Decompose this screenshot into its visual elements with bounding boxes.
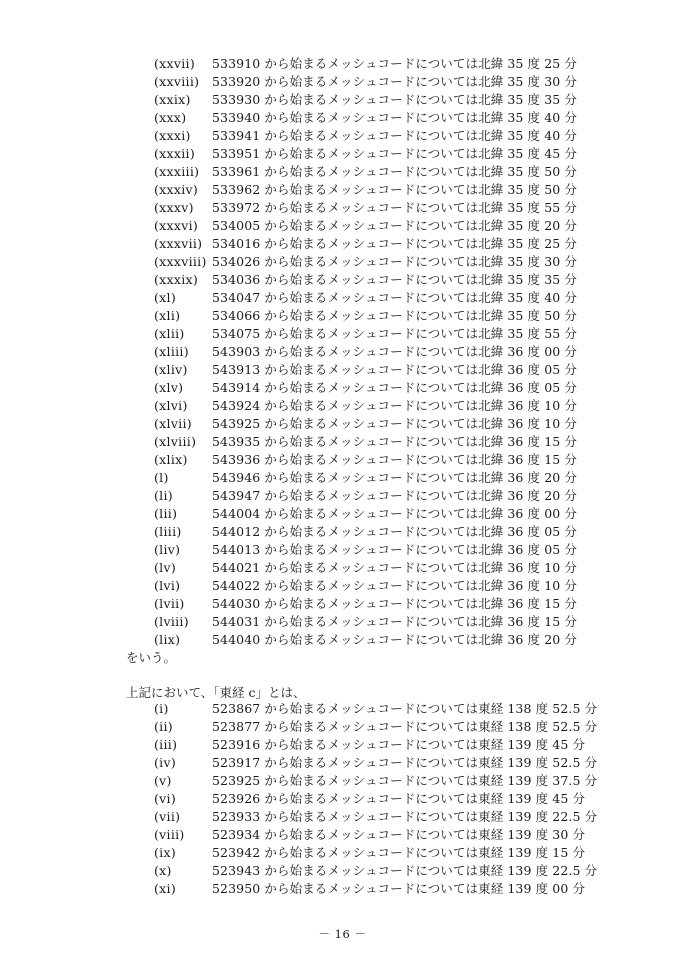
item-label: (xi) <box>154 881 177 896</box>
list-item <box>0 541 685 559</box>
item-label: (xxxiii) <box>154 164 200 179</box>
item-text: 523925 から始まるメッシュコードについては東経 139 度 37.5 分 <box>212 773 598 788</box>
list-item <box>0 700 685 718</box>
item-text: 533930 から始まるメッシュコードについては北緯 35 度 35 分 <box>212 92 577 107</box>
item-label: (xxxvii) <box>154 236 203 251</box>
list-item <box>0 145 685 163</box>
list-item <box>0 844 685 862</box>
item-text: 543936 から始まるメッシュコードについては北緯 36 度 15 分 <box>212 452 577 467</box>
item-label: (ix) <box>154 845 177 860</box>
list-item <box>0 880 685 898</box>
item-text: 544022 から始まるメッシュコードについては北緯 36 度 10 分 <box>212 578 577 593</box>
item-label: (i) <box>154 701 169 716</box>
item-label: (lix) <box>154 632 181 647</box>
list-item <box>0 415 685 433</box>
list-item <box>0 307 685 325</box>
intro-text: 上記において、「東経 c」とは、 <box>126 685 306 700</box>
item-text: 523916 から始まるメッシュコードについては東経 139 度 45 分 <box>212 737 586 752</box>
item-text: 523943 から始まるメッシュコードについては東経 139 度 22.5 分 <box>212 863 598 878</box>
item-label: (xl) <box>154 290 177 305</box>
list-item <box>0 718 685 736</box>
list-item <box>0 91 685 109</box>
item-text: 523877 から始まるメッシュコードについては東経 138 度 52.5 分 <box>212 719 598 734</box>
item-label: (xxxvi) <box>154 218 199 233</box>
item-label: (xxxix) <box>154 272 199 287</box>
item-text: 534075 から始まるメッシュコードについては北緯 35 度 55 分 <box>212 326 577 341</box>
item-label: (xxviii) <box>154 74 200 89</box>
list-item <box>0 199 685 217</box>
list-item <box>0 163 685 181</box>
item-label: (xliv) <box>154 362 188 377</box>
item-label: (xlvii) <box>154 416 192 431</box>
list-item <box>0 109 685 127</box>
item-label: (vii) <box>154 809 181 824</box>
item-label: (l) <box>154 470 169 485</box>
list-item <box>0 397 685 415</box>
list-item <box>0 736 685 754</box>
item-text: 543913 から始まるメッシュコードについては北緯 36 度 05 分 <box>212 362 577 377</box>
list-item <box>0 271 685 289</box>
item-text: 533941 から始まるメッシュコードについては北緯 35 度 40 分 <box>212 128 577 143</box>
item-text: 543946 から始まるメッシュコードについては北緯 36 度 20 分 <box>212 470 577 485</box>
item-label: (xlix) <box>154 452 188 467</box>
item-text: 544031 から始まるメッシュコードについては北緯 36 度 15 分 <box>212 614 577 629</box>
item-label: (xlviii) <box>154 434 197 449</box>
list-item <box>0 253 685 271</box>
item-text: 523867 から始まるメッシュコードについては東経 138 度 52.5 分 <box>212 701 598 716</box>
list-item <box>0 826 685 844</box>
list-item <box>0 289 685 307</box>
item-label: (iii) <box>154 737 178 752</box>
item-text: 543947 から始まるメッシュコードについては北緯 36 度 20 分 <box>212 488 577 503</box>
item-label: (vi) <box>154 791 177 806</box>
item-text: 543903 から始まるメッシュコードについては北緯 36 度 00 分 <box>212 344 577 359</box>
list-item <box>0 217 685 235</box>
item-label: (viii) <box>154 827 185 842</box>
item-text: 533920 から始まるメッシュコードについては北緯 35 度 30 分 <box>212 74 577 89</box>
item-label: (lii) <box>154 506 178 521</box>
item-label: (liv) <box>154 542 181 557</box>
item-label: (xli) <box>154 308 181 323</box>
item-text: 523942 から始まるメッシュコードについては東経 139 度 15 分 <box>212 845 586 860</box>
item-text: 523950 から始まるメッシュコードについては東経 139 度 00 分 <box>212 881 586 896</box>
list-item <box>0 631 685 649</box>
item-text: 544013 から始まるメッシュコードについては北緯 36 度 05 分 <box>212 542 577 557</box>
list-item <box>0 523 685 541</box>
item-label: (v) <box>154 773 172 788</box>
item-label: (xxxi) <box>154 128 191 143</box>
item-label: (xlii) <box>154 326 185 341</box>
item-text: 544021 から始まるメッシュコードについては北緯 36 度 10 分 <box>212 560 577 575</box>
item-text: 533910 から始まるメッシュコードについては北緯 35 度 25 分 <box>212 56 577 71</box>
item-text: 534047 から始まるメッシュコードについては北緯 35 度 40 分 <box>212 290 577 305</box>
list-item <box>0 505 685 523</box>
item-label: (lviii) <box>154 614 189 629</box>
list-item <box>0 379 685 397</box>
item-text: 534036 から始まるメッシュコードについては北緯 35 度 35 分 <box>212 272 577 287</box>
item-text: 544030 から始まるメッシュコードについては北緯 36 度 15 分 <box>212 596 577 611</box>
east-longitude-list <box>0 700 685 898</box>
list-item <box>0 73 685 91</box>
item-label: (xxx) <box>154 110 187 125</box>
item-label: (xxxii) <box>154 146 195 161</box>
item-text: 533961 から始まるメッシュコードについては北緯 35 度 50 分 <box>212 164 577 179</box>
list-item <box>0 754 685 772</box>
list-item <box>0 487 685 505</box>
list-item <box>0 361 685 379</box>
item-text: 544004 から始まるメッシュコードについては北緯 36 度 00 分 <box>212 506 577 521</box>
item-label: (lv) <box>154 560 177 575</box>
list-item <box>0 808 685 826</box>
item-text: 543924 から始まるメッシュコードについては北緯 36 度 10 分 <box>212 398 577 413</box>
item-label: (xxxv) <box>154 200 194 215</box>
item-label: (xxxiv) <box>154 182 199 197</box>
list-item <box>0 790 685 808</box>
item-text: 523933 から始まるメッシュコードについては東経 139 度 22.5 分 <box>212 809 598 824</box>
north-latitude-list <box>0 55 685 649</box>
item-text: 544012 から始まるメッシュコードについては北緯 36 度 05 分 <box>212 524 577 539</box>
item-text: 533972 から始まるメッシュコードについては北緯 35 度 55 分 <box>212 200 577 215</box>
list-item <box>0 433 685 451</box>
item-text: 523926 から始まるメッシュコードについては東経 139 度 45 分 <box>212 791 586 806</box>
page-number: － 16 － <box>318 927 367 941</box>
item-text: 534026 から始まるメッシュコードについては北緯 35 度 30 分 <box>212 254 577 269</box>
item-text: 543914 から始まるメッシュコードについては北緯 36 度 05 分 <box>212 380 577 395</box>
item-text: 543925 から始まるメッシュコードについては北緯 36 度 10 分 <box>212 416 577 431</box>
list-item <box>0 559 685 577</box>
item-text: 523934 から始まるメッシュコードについては東経 139 度 30 分 <box>212 827 586 842</box>
list-item <box>0 862 685 880</box>
item-label: (liii) <box>154 524 182 539</box>
item-label: (ii) <box>154 719 173 734</box>
item-label: (x) <box>154 863 172 878</box>
item-text: 534016 から始まるメッシュコードについては北緯 35 度 25 分 <box>212 236 577 251</box>
list-item <box>0 235 685 253</box>
item-text: 533940 から始まるメッシュコードについては北緯 35 度 40 分 <box>212 110 577 125</box>
item-label: (xxvii) <box>154 56 196 71</box>
item-text: 543935 から始まるメッシュコードについては北緯 36 度 15 分 <box>212 434 577 449</box>
list-item <box>0 55 685 73</box>
list-item <box>0 577 685 595</box>
item-label: (xliii) <box>154 344 189 359</box>
item-label: (xxxviii) <box>154 254 207 269</box>
item-label: (xlv) <box>154 380 184 395</box>
item-text: 534005 から始まるメッシュコードについては北緯 35 度 20 分 <box>212 218 577 233</box>
item-label: (lvii) <box>154 596 185 611</box>
item-label: (xxix) <box>154 92 191 107</box>
list-item <box>0 613 685 631</box>
item-text: 534066 から始まるメッシュコードについては北緯 35 度 50 分 <box>212 308 577 323</box>
list-item <box>0 469 685 487</box>
item-label: (li) <box>154 488 173 503</box>
list-item <box>0 181 685 199</box>
item-label: (lvi) <box>154 578 181 593</box>
list-item <box>0 325 685 343</box>
list-item <box>0 772 685 790</box>
list-item <box>0 451 685 469</box>
item-label: (iv) <box>154 755 177 770</box>
closing-text: をいう。 <box>126 650 177 665</box>
list-item <box>0 595 685 613</box>
item-text: 523917 から始まるメッシュコードについては東経 139 度 52.5 分 <box>212 755 598 770</box>
item-label: (xlvi) <box>154 398 188 413</box>
list-item <box>0 127 685 145</box>
item-text: 533951 から始まるメッシュコードについては北緯 35 度 45 分 <box>212 146 577 161</box>
item-text: 533962 から始まるメッシュコードについては北緯 35 度 50 分 <box>212 182 577 197</box>
item-text: 544040 から始まるメッシュコードについては北緯 36 度 20 分 <box>212 632 577 647</box>
list-item <box>0 343 685 361</box>
